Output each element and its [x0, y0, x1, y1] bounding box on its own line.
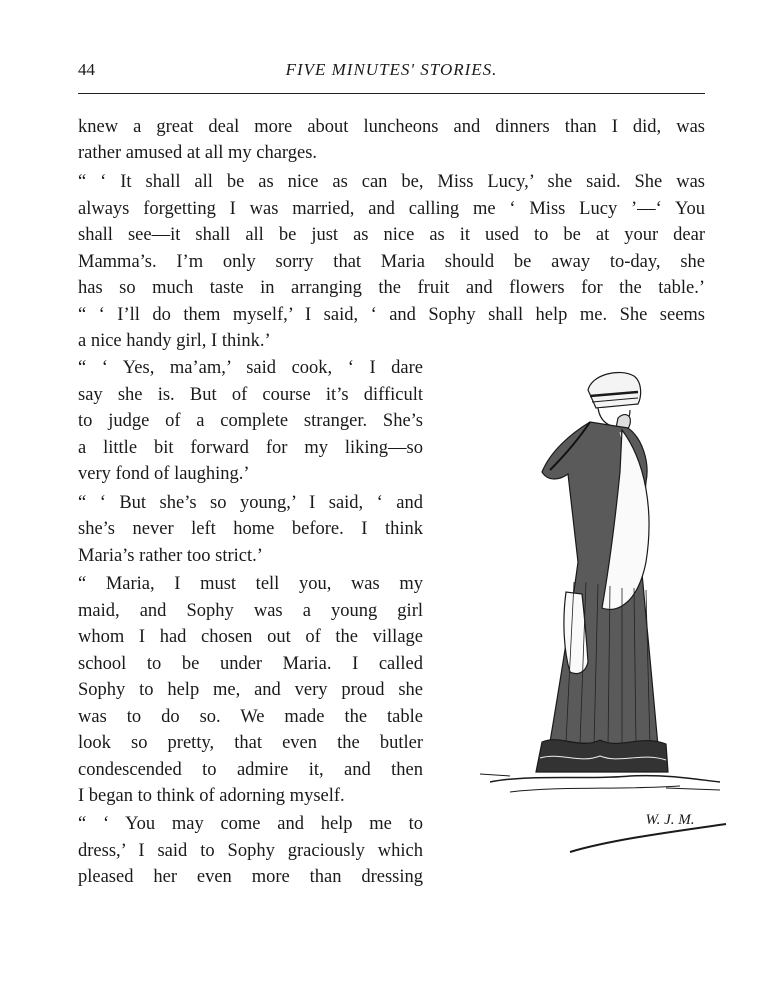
text-line: “ ‘ I’ll do them myself,’ I said, ‘ and Sophy shall help me. She seems [78, 305, 705, 325]
text-line: say she is. But of course it’s difficult [78, 385, 423, 405]
page-number: 44 [78, 60, 95, 79]
text-line: “ ‘ You may come and help me to [78, 814, 423, 834]
text-line: “ ‘ Yes, ma’am,’ said cook, ‘ I dare [78, 358, 423, 378]
text-line: “ Maria, I must tell you, was my [78, 574, 423, 594]
header-rule [78, 93, 705, 94]
text-line: Sophy to help me, and very proud she [78, 680, 423, 700]
text-line: a little bit forward for my liking—so [78, 438, 423, 458]
text-line: knew a great deal more about luncheons and dinners than I did, was [78, 117, 705, 137]
text-line: “ ‘ But she’s so young,’ I said, ‘ and [78, 493, 423, 513]
illustrator-signature: W. J. M. [645, 812, 695, 828]
text-line: maid, and Sophy was a young girl [78, 601, 423, 621]
text-line: Mamma’s. I’m only sorry that Maria should be away to-day, she [78, 252, 705, 272]
text-line: pleased her even more than dressing [78, 867, 423, 887]
text-line: rather amused at all my charges. [78, 143, 318, 163]
text-line: always forgetting I was married, and calling me ‘ Miss Lucy ’—‘ You [78, 199, 705, 219]
woman-illustration [470, 362, 730, 862]
text-line: a nice handy girl, I think.’ [78, 331, 271, 351]
text-line: school to be under Maria. I called [78, 654, 423, 674]
text-line: was to do so. We made the table [78, 707, 423, 727]
text-line: dress,’ I said to Sophy graciously which [78, 841, 423, 861]
text-line: very fond of laughing.’ [78, 464, 250, 484]
text-line: look so pretty, that even the butler [78, 733, 423, 753]
running-title: FIVE MINUTES' STORIES. [285, 60, 498, 79]
text-line: Maria’s rather too strict.’ [78, 546, 263, 566]
text-line: she’s never left home before. I think [78, 519, 423, 539]
text-line: condescended to admire it, and then [78, 760, 423, 780]
figure [480, 372, 726, 852]
text-line: whom I had chosen out of the village [78, 627, 423, 647]
text-line: “ ‘ It shall all be as nice as can be, Miss Lucy,’ she said. She was [78, 172, 705, 192]
text-line: I began to think of adorning myself. [78, 786, 345, 806]
text-line: to judge of a complete stranger. She’s [78, 411, 423, 431]
text-line: shall see—it shall all be just as nice as it used to be at your dear [78, 225, 705, 245]
text-line: has so much taste in arranging the fruit and flowers for the table.’ [78, 278, 705, 298]
running-header [78, 58, 705, 88]
